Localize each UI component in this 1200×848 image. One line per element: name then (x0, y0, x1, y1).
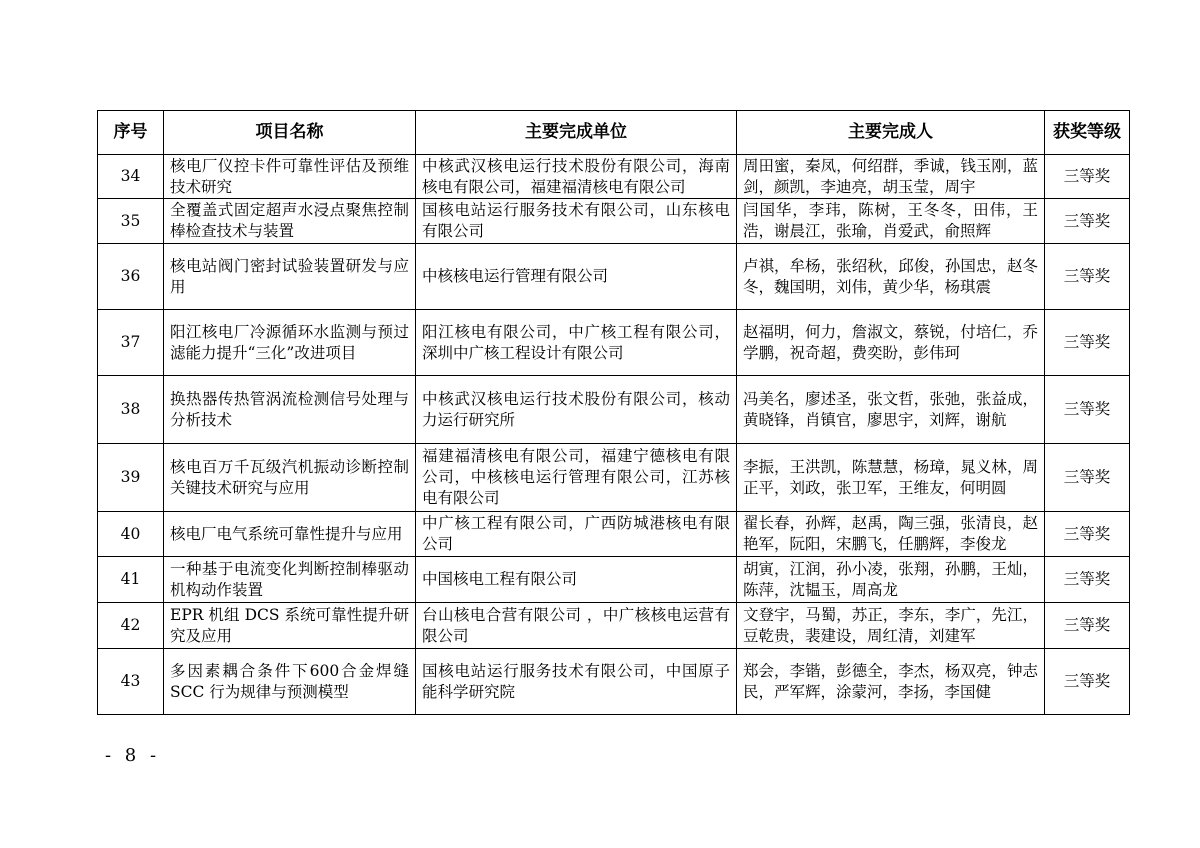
table-row (98, 444, 1130, 512)
award-level: 三等奖 (1045, 376, 1130, 444)
row-number: 41 (98, 557, 164, 603)
completion-people: 李振，王洪凯，陈慧慧，杨璋，晁义林，周正平，刘政，张卫军，王维友，何明圆 (737, 444, 1045, 512)
award-level: 三等奖 (1045, 310, 1130, 376)
completion-people: 胡寅，江润，孙小凌，张翔，孙鹏，王灿，陈萍，沈韫玉，周高龙 (737, 557, 1045, 603)
project-name: 一种基于电流变化判断控制棒驱动机构动作装置 (164, 557, 416, 603)
project-name: 核电百万千瓦级汽机振动诊断控制关键技术研究与应用 (164, 444, 416, 512)
row-number: 37 (98, 310, 164, 376)
header-row (98, 111, 1130, 155)
header-project-name: 项目名称 (164, 111, 416, 155)
award-table (97, 110, 1130, 715)
header-main-units: 主要完成单位 (416, 111, 737, 155)
award-level: 三等奖 (1045, 155, 1130, 199)
award-level: 三等奖 (1045, 199, 1130, 244)
project-name: EPR 机组 DCS 系统可靠性提升研究及应用 (164, 603, 416, 649)
completion-people: 周田蜜，秦凤，何绍群，季诚，钱玉刚，蓝剑，颜凯，李迪亮，胡玉莹，周宇 (737, 155, 1045, 199)
completion-units: 中核武汉核电运行技术股份有限公司，核动力运行研究所 (416, 376, 737, 444)
project-name: 核电站阀门密封试验装置研发与应用 (164, 244, 416, 310)
completion-people: 翟长春，孙辉，赵禹，陶三强，张清良，赵艳军，阮阳，宋鹏飞，任鹏辉，李俊龙 (737, 512, 1045, 557)
table-row (98, 199, 1130, 244)
row-number: 34 (98, 155, 164, 199)
completion-units: 台山核电合营有限公司 ，中广核核电运营有限公司 (416, 603, 737, 649)
table-row (98, 557, 1130, 603)
completion-people: 冯美名，廖述圣，张文哲，张弛，张益成，黄晓锋，肖镇官，廖思宇，刘辉，谢航 (737, 376, 1045, 444)
completion-people: 卢祺，牟杨，张绍秋，邱俊，孙国忠，赵冬冬，魏国明，刘伟，黄少华，杨琪震 (737, 244, 1045, 310)
row-number: 42 (98, 603, 164, 649)
header-seq: 序号 (98, 111, 164, 155)
completion-people: 闫国华，李玮，陈树，王冬冬，田伟，王浩，谢晨江，张瑜，肖爱武，俞照辉 (737, 199, 1045, 244)
award-level: 三等奖 (1045, 649, 1130, 715)
award-level: 三等奖 (1045, 444, 1130, 512)
table-row (98, 649, 1130, 715)
table-row (98, 155, 1130, 199)
completion-units: 中广核工程有限公司，广西防城港核电有限公司 (416, 512, 737, 557)
table-row (98, 376, 1130, 444)
completion-units: 国核电站运行服务技术有限公司，山东核电有限公司 (416, 199, 737, 244)
completion-units: 中核核电运行管理有限公司 (416, 244, 737, 310)
table-row (98, 244, 1130, 310)
page-number: - 8 - (105, 745, 161, 766)
project-name: 阳江核电厂冷源循环水监测与预过滤能力提升“三化”改进项目 (164, 310, 416, 376)
project-name: 多因素耦合条件下600合金焊缝SCC 行为规律与预测模型 (164, 649, 416, 715)
table-row (98, 603, 1130, 649)
table-row (98, 512, 1130, 557)
row-number: 40 (98, 512, 164, 557)
row-number: 39 (98, 444, 164, 512)
completion-people: 文登宇，马蜀，苏正，李东，李广，先江，豆乾贵，裴建设，周红清，刘建军 (737, 603, 1045, 649)
row-number: 36 (98, 244, 164, 310)
row-number: 43 (98, 649, 164, 715)
completion-people: 赵福明，何力，詹淑文，蔡锐，付培仁，乔学鹏，祝奇超，费奕盼，彭伟珂 (737, 310, 1045, 376)
completion-people: 郑会，李锴，彭德全，李杰，杨双亮，钟志民，严军辉，涂蒙河，李扬，李国健 (737, 649, 1045, 715)
row-number: 38 (98, 376, 164, 444)
award-level: 三等奖 (1045, 557, 1130, 603)
project-name: 核电厂仪控卡件可靠性评估及预维技术研究 (164, 155, 416, 199)
project-name: 换热器传热管涡流检测信号处理与分析技术 (164, 376, 416, 444)
completion-units: 中国核电工程有限公司 (416, 557, 737, 603)
project-name: 核电厂电气系统可靠性提升与应用 (164, 512, 416, 557)
completion-units: 国核电站运行服务技术有限公司，中国原子能科学研究院 (416, 649, 737, 715)
header-main-people: 主要完成人 (737, 111, 1045, 155)
award-level: 三等奖 (1045, 603, 1130, 649)
header-award-level: 获奖等级 (1045, 111, 1130, 155)
completion-units: 中核武汉核电运行技术股份有限公司，海南核电有限公司，福建福清核电有限公司 (416, 155, 737, 199)
row-number: 35 (98, 199, 164, 244)
completion-units: 阳江核电有限公司，中广核工程有限公司，深圳中广核工程设计有限公司 (416, 310, 737, 376)
completion-units: 福建福清核电有限公司，福建宁德核电有限公司，中核核电运行管理有限公司，江苏核电有限公司 (416, 444, 737, 512)
award-level: 三等奖 (1045, 512, 1130, 557)
award-level: 三等奖 (1045, 244, 1130, 310)
project-name: 全覆盖式固定超声水浸点聚焦控制棒检查技术与装置 (164, 199, 416, 244)
table-row (98, 310, 1130, 376)
